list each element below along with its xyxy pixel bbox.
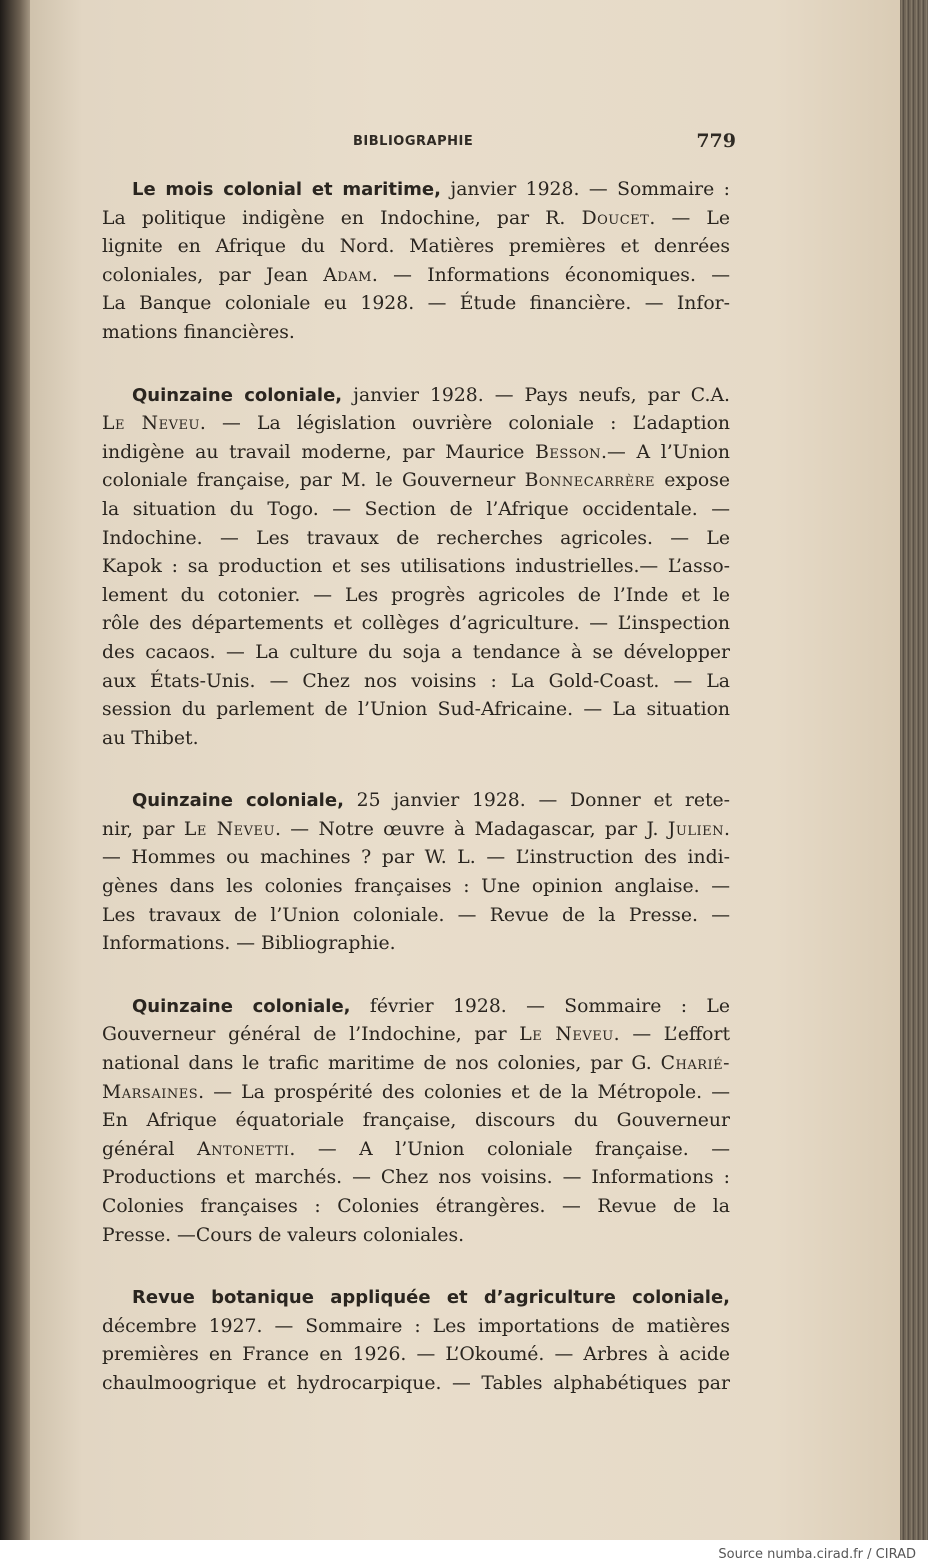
entry-line: coloniales, par Jean Adam. — Informations économiques. — <box>102 264 730 286</box>
entry-line: premières en France en 1926. — L’Okoumé. — Arbres à acide <box>102 1344 730 1366</box>
source-credit: Source numba.cirad.fr / CIRAD <box>718 1547 916 1562</box>
page-number: 779 <box>696 130 736 152</box>
entry-line: Marsaines. — La prospérité des colonies et de la Métropole. — <box>102 1081 730 1103</box>
entry-line: Le Neveu. — La législation ouvrière coloniale : L’adaption <box>102 413 730 435</box>
entry-line: Presse. —Cours de valeurs coloniales. <box>102 1224 465 1246</box>
running-head-title: BIBLIOGRAPHIE <box>353 134 474 149</box>
bibliography-content <box>102 176 730 1433</box>
entry-line: — Hommes ou machines ? par W. L. — L’instruction des indi- <box>102 847 730 869</box>
author-name: Marsaines <box>102 1081 199 1103</box>
author-name: Julien <box>667 818 725 840</box>
entry-line: nir, par Le Neveu. — Notre œuvre à Madagascar, par J. Julien. <box>102 818 730 840</box>
bibliography-entry <box>102 382 730 754</box>
running-head <box>100 130 736 158</box>
journal-title: Quinzaine coloniale, <box>132 384 343 406</box>
entry-line: Quinzaine coloniale, janvier 1928. — Pays neufs, par C.A. <box>132 384 731 406</box>
entry-line: général Antonetti. — A l’Union coloniale française. — <box>102 1138 730 1160</box>
entry-line: Gouverneur général de l’Indochine, par Le Neveu. — L’effort <box>102 1024 731 1046</box>
entry-line: national dans le trafic maritime de nos colonies, par G. Charié- <box>102 1053 730 1075</box>
author-name: Charié- <box>660 1053 730 1075</box>
entry-line: Le mois colonial et maritime, janvier 1928. — Sommaire : <box>132 179 731 200</box>
author-name: Doucet <box>581 207 650 229</box>
author-name: Bonnecarrère <box>524 470 655 492</box>
entry-line <box>102 1284 730 1313</box>
author-name: Besson <box>535 441 602 463</box>
entry-line: indigène au travail moderne, par Maurice Besson.— A l’Union <box>102 441 730 463</box>
bibliography-entry <box>102 787 730 959</box>
entry-line: La politique indigène en Indochine, par R. Doucet. — Le <box>102 207 730 229</box>
entry-line: des cacaos. — La culture du soja a tendance à se développer <box>102 641 730 663</box>
entry-line: Informations. — Bibliographie. <box>102 933 396 955</box>
entry-line: Productions et marchés. — Chez nos voisins. — Informations : <box>102 1167 730 1189</box>
entry-line: Indochine. — Les travaux de recherches agricoles. — Le <box>102 527 730 549</box>
entry-line: au Thibet. <box>102 727 199 749</box>
entry-line: rôle des départements et collèges d’agriculture. — L’inspection <box>102 613 730 635</box>
entry-line: décembre 1927. — Sommaire : Les importations de matières <box>102 1315 730 1337</box>
author-name: Le Neveu <box>102 413 200 435</box>
page-edges <box>900 0 928 1540</box>
entry-line: Kapok : sa production et ses utilisations industrielles.— L’asso- <box>102 556 730 578</box>
entry-line: lignite en Afrique du Nord. Matières premières et denrées <box>102 236 730 258</box>
entry-line: gènes dans les colonies françaises : Une opinion anglaise. — <box>102 876 730 898</box>
journal-title: Quinzaine coloniale, <box>132 995 351 1017</box>
author-name: Le Neveu <box>519 1024 614 1046</box>
journal-title: Revue botanique appliquée et d’agriculture coloniale, <box>132 1287 730 1309</box>
entry-line: Quinzaine coloniale, février 1928. — Sommaire : Le <box>132 995 730 1017</box>
bibliography-entry <box>102 1284 730 1398</box>
bibliography-entry <box>102 993 730 1250</box>
bibliography-entry <box>102 176 730 348</box>
entry-line: Colonies françaises : Colonies étrangères. — Revue de la <box>102 1196 730 1217</box>
entry-line: La Banque coloniale eu 1928. — Étude financière. — Infor- <box>102 293 730 315</box>
author-name: Le Neveu <box>183 818 275 840</box>
entry-line: aux États-Unis. — Chez nos voisins : La Gold-Coast. — La <box>102 670 730 692</box>
entry-line: lement du cotonier. — Les progrès agricoles de l’Inde et le <box>102 584 730 606</box>
entry-line: Les travaux de l’Union coloniale. — Revue de la Presse. — <box>102 904 730 926</box>
entry-line: mations financières. <box>102 321 295 343</box>
entry-line: En Afrique équatoriale française, discours du Gouverneur <box>102 1110 730 1132</box>
author-name: Antonetti <box>197 1138 290 1160</box>
author-name: Adam <box>323 264 372 286</box>
journal-title: Le mois colonial et maritime, <box>132 179 441 200</box>
journal-title: Quinzaine coloniale, <box>132 790 344 812</box>
entry-line: coloniale française, par M. le Gouverneur Bonnecarrère expose <box>102 470 730 492</box>
entry-line: session du parlement de l’Union Sud-Africaine. — La situation <box>102 699 730 721</box>
entry-line: la situation du Togo. — Section de l’Afrique occidentale. — <box>102 498 730 520</box>
entry-line: chaulmoogrique et hydrocarpique. — Tables alphabétiques par <box>102 1372 730 1394</box>
entry-line: Quinzaine coloniale, 25 janvier 1928. — Donner et rete- <box>132 790 730 812</box>
